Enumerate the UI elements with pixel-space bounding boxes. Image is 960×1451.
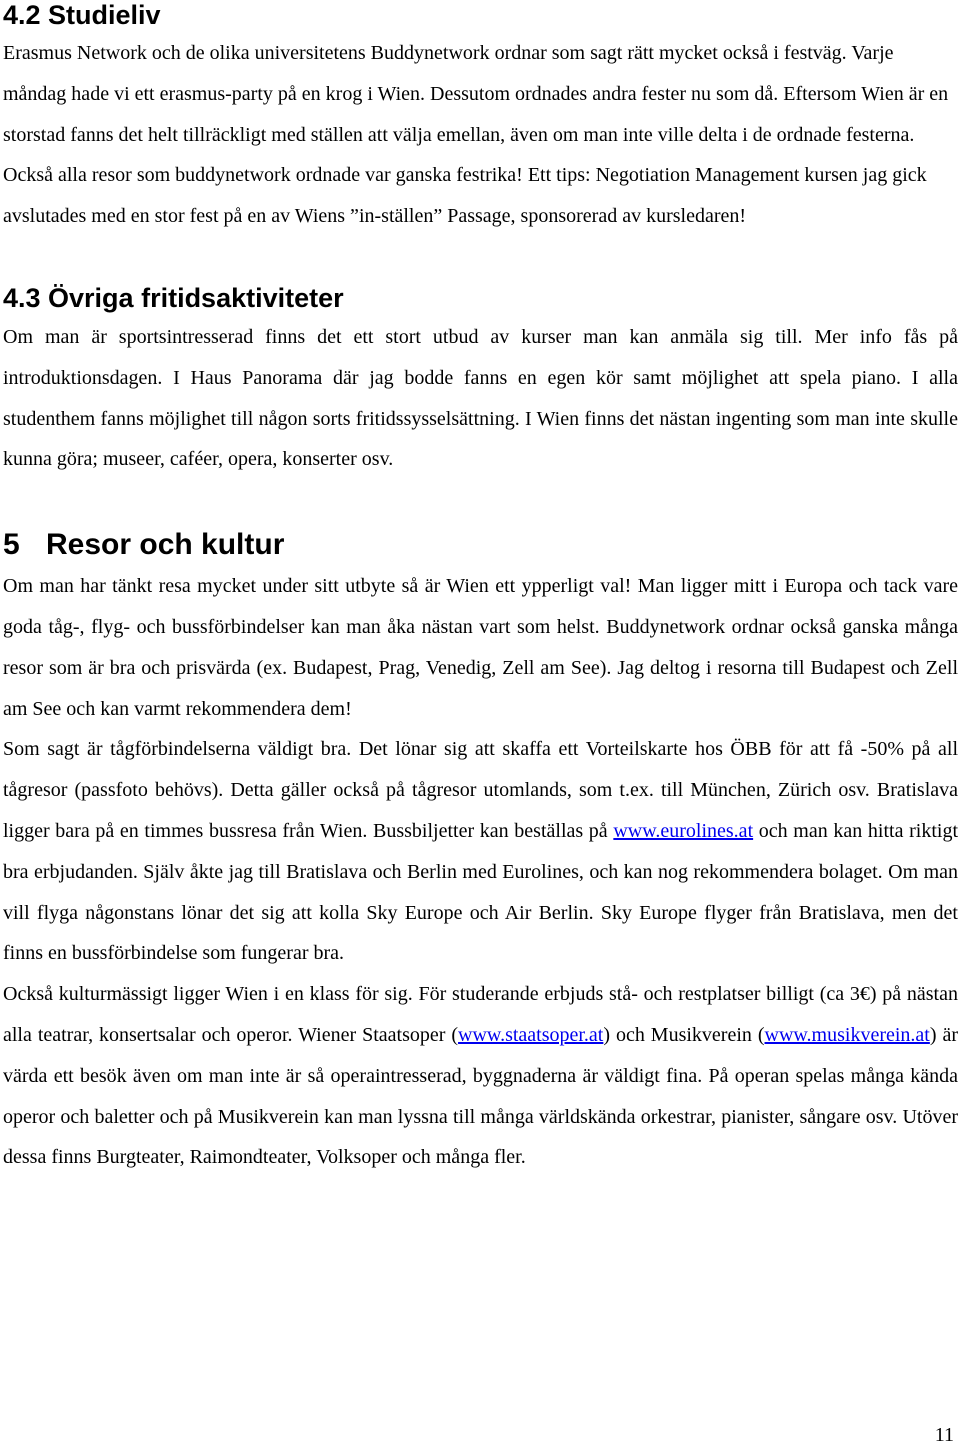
- section-5-paragraph-1: Om man har tänkt resa mycket under sitt utbyte så är Wien ett ypperligt val! Man ligger mitt i Europa och tack vare goda tåg-, flyg- och bussförbindelser kan man åka nästan vart som helst. Buddynetwork ordnar också ganska många resor som är bra och prisvärda (ex. Budapest, Prag, Venedig, Zell am See). Jag deltog i resorna till Budapest och Zell am See och kan varmt rekommendera dem!: [3, 575, 958, 720]
- section-5-paragraph-3: [3, 974, 958, 1178]
- section-heading-4-3: 4.3 Övriga fritidsaktiviteter: [3, 282, 344, 313]
- page-number: 11: [934, 1424, 954, 1446]
- paragraph-text: ) och Musikverein (: [603, 1023, 765, 1046]
- section-4-2-paragraph: Erasmus Network och de olika universitetens Buddynetwork ordnar som sagt rätt mycket också i festväg. Varje måndag hade vi ett erasmus-party på en krog i Wien. Dessutom ordnades andra fester nu som då. Eftersom Wien är en storstad fanns det helt tillräckligt med ställen att välja emellan, även om man inte ville delta i de ordnade festerna. Också alla resor som buddynetwork ordnade var ganska festrika! Ett tips: Negotiation Management kursen jag gick avslutades med en stor fest på en av Wiens ”in-ställen” Passage, sponsorerad av kursledaren!: [3, 42, 949, 228]
- staatsoper-link[interactable]: www.staatsoper.at: [458, 1023, 604, 1046]
- section-4-3-paragraph: Om man är sportsintresserad finns det ett stort utbud av kurser man kan anmäla sig till. Mer info fås på introduktionsdagen. I Haus Panorama där jag bodde fanns en egen kör samt möjlighet att spela piano. I alla studenthem fanns möjlighet till någon sorts fritidssysselsättning. I Wien finns det nästan ingenting som man inte skulle kunna göra; museer, caféer, opera, konserter osv.: [3, 325, 958, 471]
- musikverein-link[interactable]: www.musikverein.at: [764, 1023, 930, 1046]
- eurolines-link[interactable]: www.eurolines.at: [613, 819, 754, 842]
- paragraph-text: Också kulturmässigt ligger Wien i en klass för sig. För studerande erbjuds stå- och restplatser billigt (ca 3€) på nästan alla teatrar, konsertsalar och operor. Wiener Staatsoper (: [3, 983, 958, 1046]
- section-heading-4-2: 4.2 Studieliv: [3, 0, 161, 30]
- paragraph-text: ) är värda ett besök även om man inte är så operaintresserad, byggnaderna är väldigt fina. På operan spelas många kända operor och baletter och på Musikverein kan man lyssna till många världskända orkestrar, pianister, sångare osv. Utöver dessa finns Burgteater, Raimondteater, Volksoper och många fler.: [3, 1023, 959, 1169]
- section-number: 5: [3, 528, 20, 562]
- document-page: [3, 0, 958, 1178]
- section-5-paragraph-2: [3, 729, 958, 974]
- paragraph-text: Som sagt är tågförbindelserna väldigt bra. Det lönar sig att skaffa ett Vorteilskarte hos ÖBB för att få -50% på all tågresor (passfoto behövs). Detta gäller också på tågresor utomlands, som t.ex. till München, Zürich osv. Bratislava ligger bara på en timmes bussresa från Wien. Bussbiljetter kan beställas på: [3, 738, 958, 842]
- section-title: Resor och kultur: [46, 528, 285, 562]
- section-heading-5: [3, 528, 958, 562]
- paragraph-text: och man kan hitta riktigt bra erbjudanden. Själv åkte jag till Bratislava och Berlin med Eurolines, och kan nog rekommendera bolaget. Om man vill flyga någonstans lönar det sig att kolla Sky Europe och Air Berlin. Sky Europe flyger från Bratislava, men det finns en bussförbindelse som fungerar bra.: [3, 819, 958, 965]
